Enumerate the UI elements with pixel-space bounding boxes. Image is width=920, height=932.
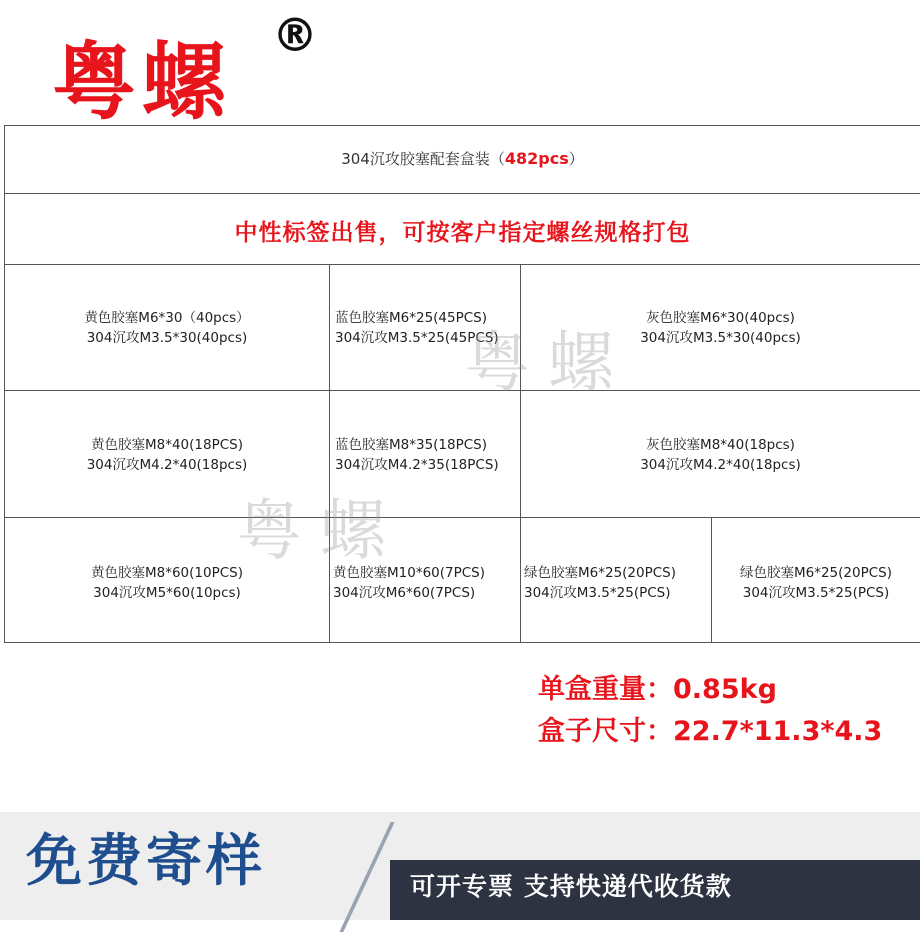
table-cell — [335, 435, 515, 475]
cell-line: 蓝色胶塞M6*25(45PCS) — [335, 310, 488, 326]
registered-mark: ® — [272, 8, 318, 62]
table-cell — [333, 563, 518, 603]
cell-line: 304沉攻M3.5*30(40pcs) — [640, 330, 801, 346]
footer-banner — [0, 812, 920, 920]
cell-line: 304沉攻M4.2*35(18PCS) — [335, 457, 499, 473]
cell-line: 黄色胶塞M10*60(7PCS) — [333, 565, 486, 581]
invoice-cod-label: 可开专票 支持快递代收货款 — [410, 872, 732, 901]
watermark: 粤螺 — [236, 492, 404, 569]
watermark: 粤螺 — [464, 324, 632, 401]
table-divider — [329, 264, 330, 643]
cell-line: 304沉攻M5*60(10pcs) — [93, 585, 241, 601]
table-cell — [5, 435, 329, 475]
table-title-paren-close: ） — [568, 150, 584, 168]
cell-line: 304沉攻M3.5*25(PCS) — [524, 585, 671, 601]
table-subtitle: 中性标签出售，可按客户指定螺丝规格打包 — [234, 220, 691, 246]
table-title-paren-open: （ — [489, 150, 505, 168]
table-divider — [5, 517, 920, 518]
table-cell — [5, 563, 329, 603]
cell-line: 灰色胶塞M6*30(40pcs) — [646, 310, 795, 326]
cell-line: 黄色胶塞M8*60(10PCS) — [90, 565, 243, 581]
product-table — [4, 125, 920, 643]
table-divider — [5, 390, 920, 391]
cell-line: 黄色胶塞M6*30（40pcs） — [84, 310, 250, 326]
cell-line: 304沉攻M4.2*40(18pcs) — [640, 457, 801, 473]
table-divider — [5, 193, 920, 194]
brand-logo: 粤螺 — [52, 33, 233, 131]
cell-line: 绿色胶塞M6*25(20PCS) — [524, 565, 677, 581]
box-size: 盒子尺寸：22.7*11.3*4.3 — [538, 716, 883, 747]
free-sample-label: 免费寄样 — [26, 829, 266, 894]
cell-line: 灰色胶塞M8*40(18pcs) — [646, 437, 795, 453]
table-title-text: 304沉攻胶塞配套盒装 — [341, 150, 490, 168]
banner-divider — [339, 822, 394, 932]
table-cell — [711, 563, 920, 603]
cell-line: 304沉攻M4.2*40(18pcs) — [86, 457, 248, 473]
table-cell — [520, 435, 920, 475]
banner-info-panel — [390, 860, 920, 920]
box-weight: 单盒重量：0.85kg — [538, 674, 777, 705]
table-cell — [524, 563, 709, 603]
cell-line: 绿色胶塞M6*25(20PCS) — [739, 565, 892, 581]
cell-line: 304沉攻M3.5*30(40pcs) — [86, 330, 248, 346]
table-title — [5, 148, 920, 169]
total-count: 482pcs — [504, 149, 569, 168]
cell-line: 黄色胶塞M8*40(18PCS) — [90, 437, 243, 453]
cell-line: 304沉攻M3.5*25(45PCS) — [335, 330, 499, 346]
cell-line: 304沉攻M3.5*25(PCS) — [742, 585, 890, 601]
table-divider — [5, 264, 920, 265]
cell-line: 蓝色胶塞M8*35(18PCS) — [335, 437, 488, 453]
cell-line: 304沉攻M6*60(7PCS) — [333, 585, 476, 601]
table-cell — [5, 308, 329, 348]
